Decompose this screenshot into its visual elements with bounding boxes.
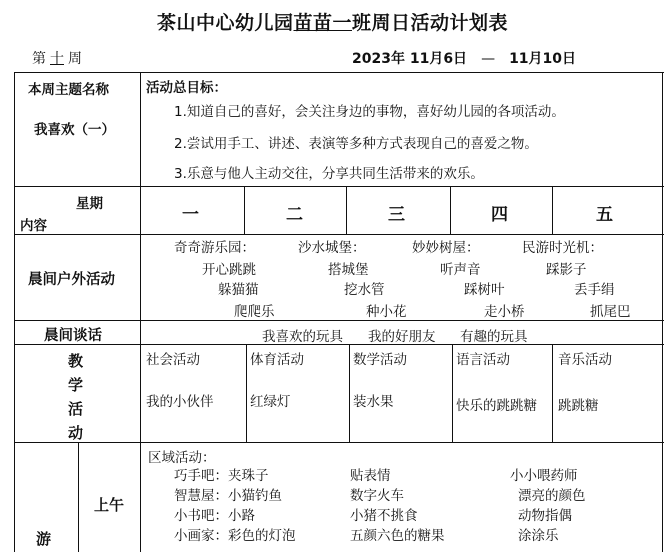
area-activity: 涂涂乐 — [518, 528, 559, 544]
page-title — [0, 8, 665, 35]
title-school: 茶山中心幼儿园 — [156, 12, 294, 34]
area-activity: 小书吧：小路 — [174, 508, 255, 524]
area-activity: 巧手吧：夹珠子 — [174, 468, 269, 484]
outdoor-activity: 抓尾巴 — [590, 304, 631, 320]
talk-topic: 我喜欢的玩具 — [262, 329, 343, 345]
day-tuesday: 二 — [286, 205, 303, 225]
area-activity: 小猪不挑食 — [350, 508, 418, 524]
weekday-label-bottom: 内容 — [20, 218, 47, 234]
subject-name: 语言活动 — [456, 352, 510, 368]
outdoor-label: 晨间户外活动 — [28, 272, 115, 288]
title-class: 苗苗一 — [293, 12, 352, 34]
outdoor-activity: 种小花 — [366, 304, 407, 320]
day-friday: 五 — [596, 205, 613, 225]
outdoor-activity: 躲猫猫 — [218, 282, 259, 298]
label-column-divider — [140, 72, 141, 552]
goal-item: 3.乐意与他人主动交往，分享共同生活带来的欢乐。 — [174, 166, 484, 182]
morning-label: 上午 — [94, 496, 125, 514]
plan-table — [14, 72, 664, 552]
title-suffix: 班周日活动计划表 — [352, 12, 509, 34]
outdoor-activity: 听声音 — [440, 262, 481, 278]
day-monday: 一 — [182, 205, 199, 225]
outdoor-activity: 挖水管 — [344, 282, 385, 298]
day-divider — [450, 186, 451, 234]
lesson-name: 快乐的跳跳糖 — [456, 398, 537, 414]
day-thursday: 四 — [491, 205, 508, 225]
area-activity: 漂亮的颜色 — [518, 488, 586, 504]
outdoor-activity: 走小桥 — [484, 304, 525, 320]
date-range: 2023年 11月6日 — 11月10日 — [352, 51, 577, 67]
play-label-char: 游 — [36, 530, 52, 548]
talk-label: 晨间谈话 — [44, 328, 102, 344]
goal-item: 1.知道自己的喜好，会关注身边的事物，喜好幼儿园的各项活动。 — [174, 104, 565, 120]
outdoor-activity: 搭城堡 — [328, 262, 369, 278]
area-activity: 智慧屋：小猫钓鱼 — [174, 488, 282, 504]
outdoor-activity: 爬爬乐 — [234, 304, 275, 320]
outdoor-activity: 丢手绢 — [574, 282, 615, 298]
subject-name: 社会活动 — [146, 352, 200, 368]
row-divider — [14, 442, 664, 443]
area-label: 区域活动： — [148, 450, 216, 466]
subject-divider — [246, 344, 247, 442]
table-border-left — [14, 72, 15, 552]
outdoor-area: 妙妙树屋： — [412, 240, 480, 256]
morning-sub-divider — [78, 442, 79, 552]
lesson-name: 跳跳糖 — [558, 398, 599, 414]
row-divider — [14, 186, 664, 187]
day-divider — [346, 186, 347, 234]
teaching-label-char: 活 — [68, 400, 84, 418]
day-wednesday: 三 — [388, 205, 405, 225]
outdoor-area: 民游时光机： — [522, 240, 603, 256]
outdoor-area: 奇奇游乐园： — [174, 240, 255, 256]
outdoor-activity: 踩影子 — [546, 262, 587, 278]
lesson-name: 红绿灯 — [250, 394, 291, 410]
area-activity: 动物指偶 — [518, 508, 572, 524]
area-activity: 贴表情 — [350, 468, 391, 484]
goals-label: 活动总目标： — [146, 80, 227, 96]
area-activity: 小画家：彩色的灯泡 — [174, 528, 296, 544]
subject-name: 音乐活动 — [558, 352, 612, 368]
week-number: 第 十 周 — [32, 51, 82, 67]
talk-topic: 有趣的玩具 — [460, 329, 528, 345]
theme-name: 我喜欢（一） — [34, 122, 115, 138]
teaching-label-char: 教 — [68, 352, 84, 370]
row-divider — [14, 320, 664, 321]
day-divider — [552, 186, 553, 234]
outdoor-activity: 踩树叶 — [464, 282, 505, 298]
area-activity: 五颜六色的糖果 — [350, 528, 445, 544]
theme-label: 本周主题名称 — [28, 82, 109, 98]
table-border-right — [662, 72, 663, 552]
day-divider — [244, 186, 245, 234]
outdoor-activity: 开心跳跳 — [202, 262, 256, 278]
subject-name: 数学活动 — [353, 352, 407, 368]
area-activity: 数字火车 — [350, 488, 404, 504]
lesson-name: 装水果 — [353, 394, 394, 410]
subject-divider — [552, 344, 553, 442]
goal-item: 2.尝试用手工、讲述、表演等多种方式表现自己的喜爱之物。 — [174, 136, 538, 152]
teaching-label-char: 学 — [68, 376, 84, 394]
subject-divider — [452, 344, 453, 442]
subject-divider — [349, 344, 350, 442]
subject-name: 体育活动 — [250, 352, 304, 368]
teaching-label-char: 动 — [68, 424, 84, 442]
outdoor-area: 沙水城堡： — [298, 240, 366, 256]
talk-topic: 我的好朋友 — [368, 329, 436, 345]
weekday-label-top: 星期 — [76, 196, 103, 212]
area-activity: 小小喂药师 — [510, 468, 578, 484]
lesson-name: 我的小伙伴 — [146, 394, 214, 410]
table-border-top — [14, 72, 664, 73]
